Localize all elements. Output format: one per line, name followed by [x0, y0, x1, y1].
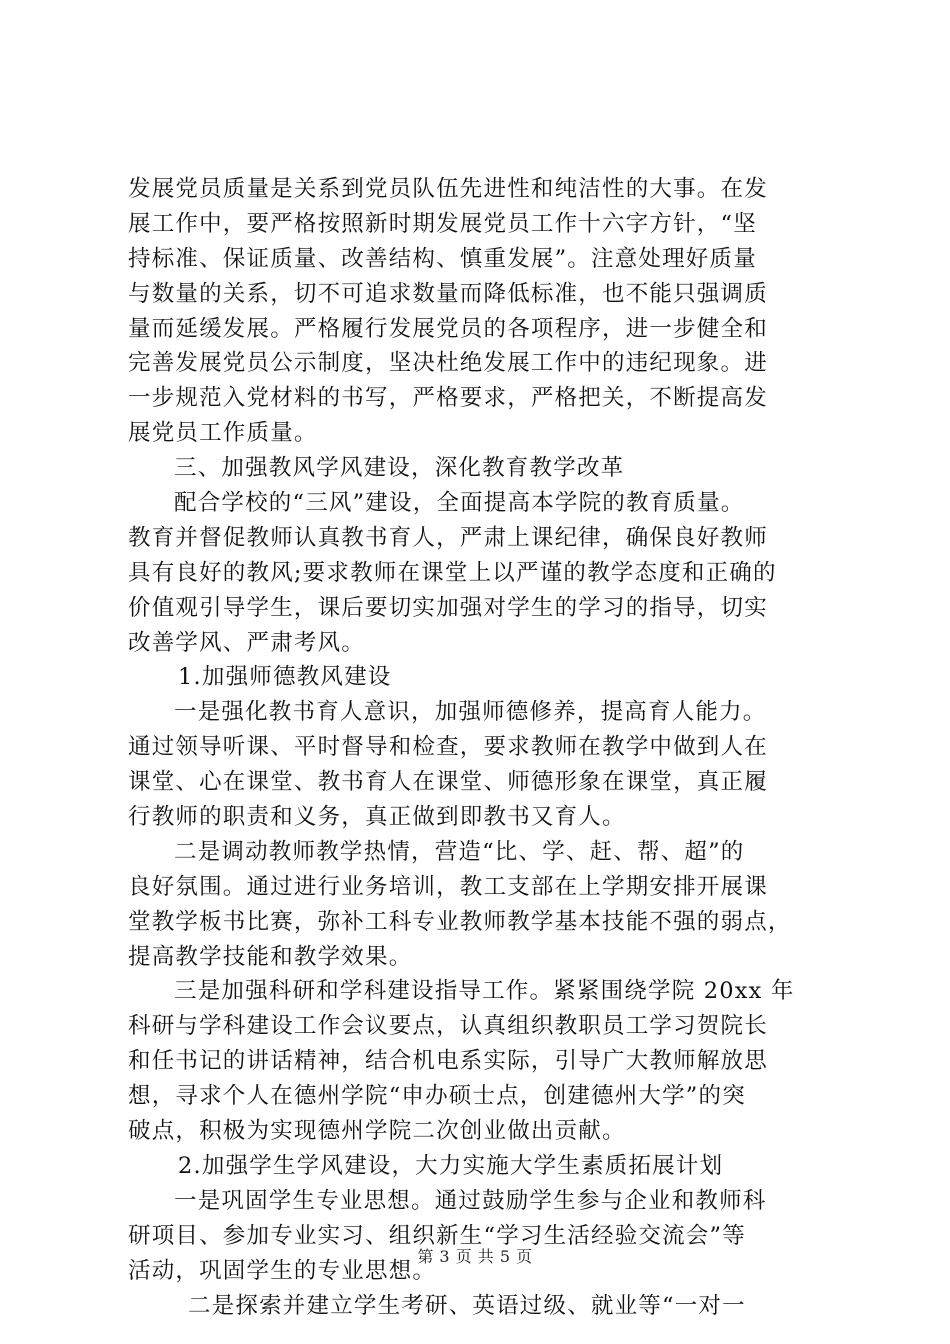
text-line: 通过领导听课、平时督导和检查，要求教师在教学中做到人在	[128, 734, 768, 761]
text-line: 一步规范入党材料的书写，严格要求，严格把关，不断提高发	[128, 385, 768, 412]
text-line: 二是调动教师教学热情，营造“比、学、赶、帮、超”的	[174, 838, 745, 865]
text-line: 活动，巩固学生的专业思想。	[128, 1257, 437, 1284]
text-line: 一是巩固学生专业思想。通过鼓励学生参与企业和教师科	[174, 1187, 767, 1214]
text-line: 提高教学技能和教学效果。	[128, 943, 413, 970]
text-line: 三是加强科研和学科建设指导工作。紧紧围绕学院 20xx 年	[174, 978, 795, 1005]
text-line: 2.加强学生学风建设，大力实施大学生素质拓展计划	[178, 1152, 724, 1179]
text-line: 发展党员质量是关系到党员队伍先进性和纯洁性的大事。在发	[128, 176, 768, 202]
text-line: 良好氛围。通过进行业务培训，教工支部在上学期安排开展课	[128, 873, 768, 900]
text-line: 课堂、心在课堂、教书育人在课堂、师德形象在课堂，真正履	[128, 769, 768, 796]
text-line: 教育并督促教师认真教书育人，严肃上课纪律，确保良好教师	[128, 524, 768, 551]
text-line: 三、加强教风学风建设，深化教育教学改革	[174, 455, 625, 482]
text-line: 想，寻求个人在德州学院“申办硕士点，创建德州大学”的突	[128, 1083, 746, 1110]
text-line: 具有良好的教风;要求教师在课堂上以严谨的教学态度和正确的	[128, 559, 777, 586]
text-line: 持标准、保证质量、改善结构、慎重发展”。注意处理好质量	[128, 245, 757, 272]
text-line: 堂教学板书比赛，弥补工科专业教师教学基本技能不强的弱点，	[128, 908, 792, 935]
document-body	[128, 172, 832, 1323]
text-line: 一是强化教书育人意识，加强师德修养，提高育人能力。	[174, 699, 767, 726]
text-line: 二是探索并建立学生考研、英语过级、就业等“一对一	[188, 1292, 746, 1319]
text-line: 改善学风、严肃考风。	[128, 629, 366, 656]
text-line: 破点，积极为实现德州学院二次创业做出贡献。	[128, 1118, 626, 1145]
text-line: 完善发展党员公示制度，坚决杜绝发展工作中的违纪现象。进	[128, 350, 768, 377]
text-line: 配合学校的“三风”建设，全面提高本学院的教育质量。	[174, 490, 745, 517]
text-line: 展工作中，要严格按照新时期发展党员工作十六字方针，“坚	[128, 210, 757, 237]
text-line: 研项目、参加专业实习、组织新生“学习生活经验交流会”等	[128, 1222, 746, 1249]
text-line: 展党员工作质量。	[128, 420, 318, 447]
text-line: 行教师的职责和义务，真正做到即教书又育人。	[128, 804, 626, 831]
page-number-footer: 第 3 页 共 5 页	[417, 1247, 533, 1266]
text-line: 价值观引导学生，课后要切实加强对学生的学习的指导，切实	[128, 594, 768, 621]
text-line: 与数量的关系，切不可追求数量而降低标准，也不能只强调质	[128, 280, 768, 307]
text-line: 量而延缓发展。严格履行发展党员的各项程序，进一步健全和	[128, 315, 768, 342]
text-line: 1.加强师德教风建设	[178, 664, 392, 691]
text-line: 和任书记的讲话精神，结合机电系实际，引导广大教师解放思	[128, 1048, 768, 1075]
text-line: 科研与学科建设工作会议要点，认真组织教职员工学习贺院长	[128, 1013, 768, 1040]
